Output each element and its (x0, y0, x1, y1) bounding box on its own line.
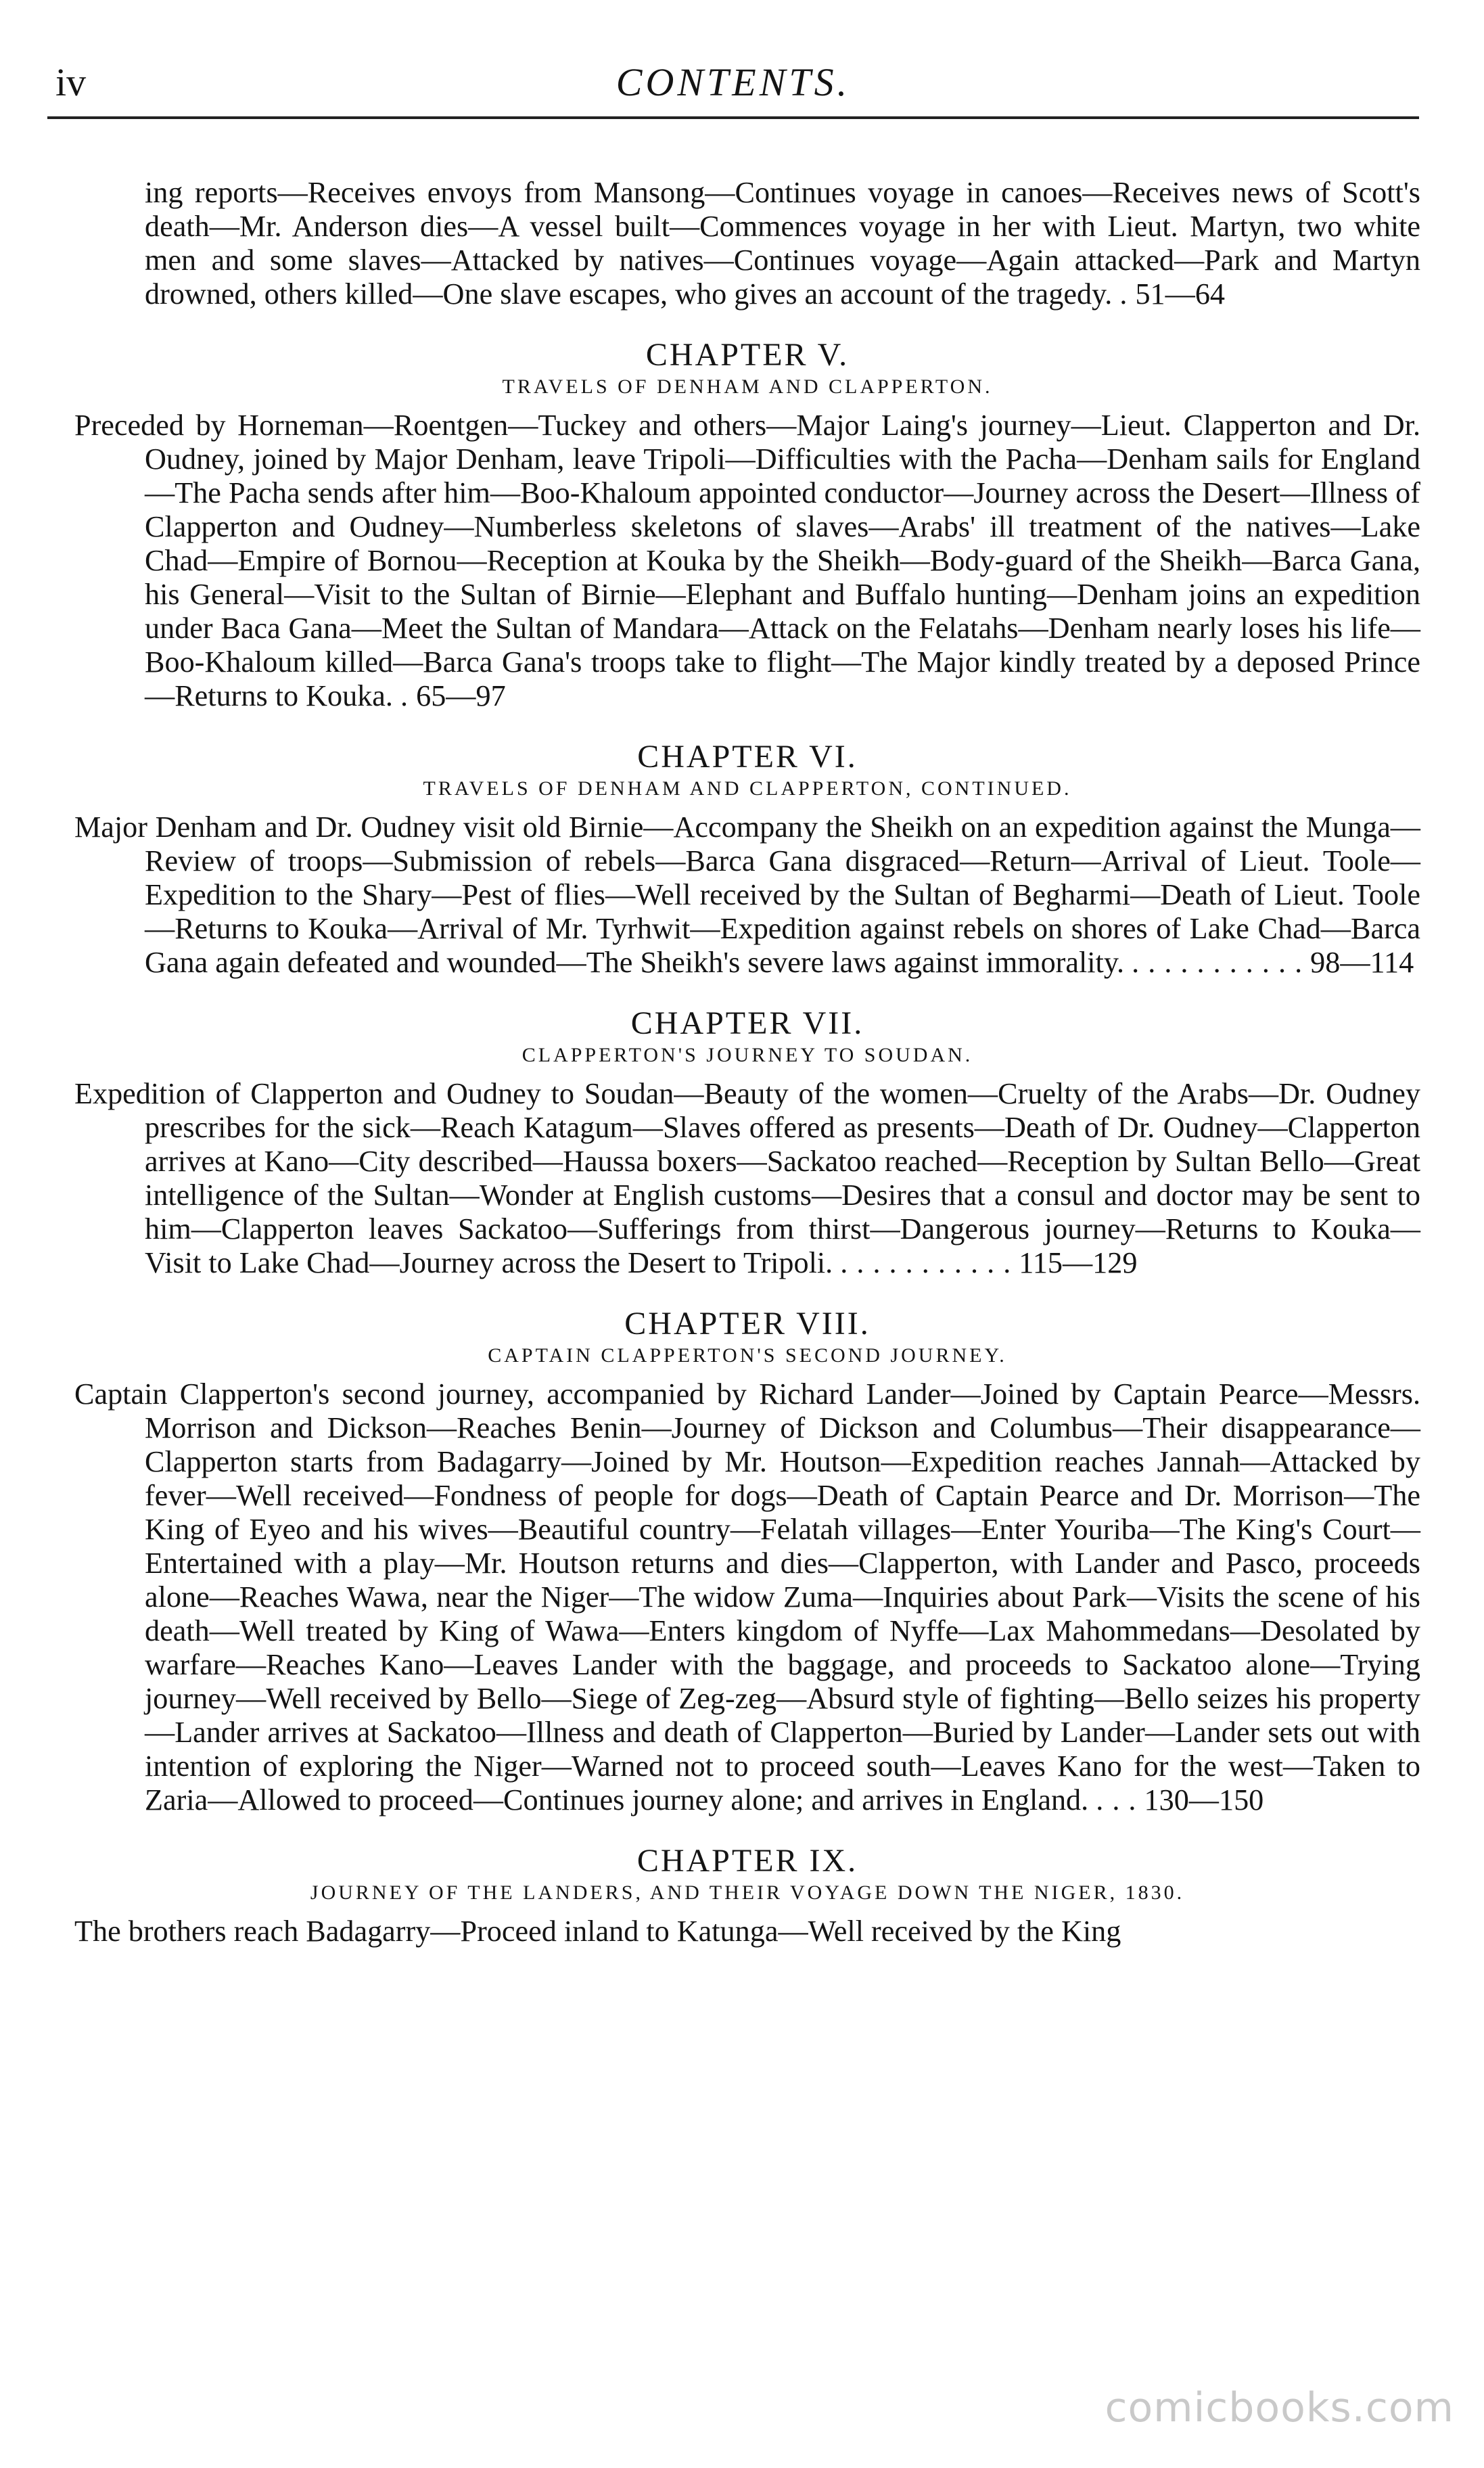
leader-dots: . . . . . . . . . . . (1132, 946, 1303, 979)
watermark: comicbooks.com (1105, 2384, 1454, 2431)
chapter-summary (74, 409, 1420, 713)
leader-dots: . (400, 679, 409, 712)
chapter-summary (74, 1915, 1420, 1948)
chapter-subtitle: CAPTAIN CLAPPERTON'S SECOND JOURNEY. (488, 1344, 1007, 1367)
chapter-heading: CHAPTER VII. (630, 1005, 864, 1041)
summary-text: Major Denham and Dr. Oudney visit old Birnie—Accompany the Sheikh on an expedition against the Munga—Review of troops—Submission of rebels—Barca Gana disgraced—Return—Arrival of Lieut. Toole—Expedition to the Shary—Pest of flies—Well received by the Sultan of Begharmi—Death of Lieut. Toole—Returns to Kouka—Arrival of Mr. Tyrhwit—Expedition against rebels on shores of Lake Chad—Barca Gana again defeated and wounded—The Sheikh's severe laws against immorality. (74, 810, 1420, 979)
leader-dots: . (1119, 277, 1128, 311)
running-header (47, 54, 1419, 119)
chapter-entry-viii (74, 1306, 1420, 1817)
leader-dots: . . . (1096, 1783, 1137, 1816)
chapter-heading: CHAPTER VI. (637, 739, 858, 775)
chapter-heading: CHAPTER V. (645, 337, 850, 373)
chapter-subtitle: CLAPPERTON'S JOURNEY TO SOUDAN. (521, 1044, 973, 1066)
chapter-summary (74, 1377, 1420, 1817)
chapter-subtitle: TRAVELS OF DENHAM AND CLAPPERTON, CONTINUED. (423, 777, 1072, 800)
summary-text: Captain Clapperton's second journey, accompanied by Richard Lander—Joined by Captain Pearce—Messrs. Morrison and Dickson—Reaches Benin—Journey of Dickson and Columbus—Their disappearance—Clapperton starts from Badagarry—Joined by Mr. Houtson—Expedition reaches Jannah—Attacked by fever—Well received—Fondness of people for dogs—Death of Captain Pearce and Dr. Morrison—The King of Eyeo and his wives—Beautiful country—Felatah villages—Enter Youriba—The King's Court—Entertained with a play—Mr. Houtson returns and dies—Clapperton, with Lander and Pasco, proceeds alone—Reaches Wawa, near the Niger—The widow Zuma—Inquiries about Park—Visits the scene of his death—Well treated by King of Wawa—Enters kingdom of Nyffe—Lax Mahommedans—Desolated by warfare—Reaches Kano—Leaves Lander with the baggage, and proceeds to Sackatoo alone—Trying journey—Well received by Bello—Siege of Zeg-zeg—Absurd style of fighting—Bello seizes his property—Lander arrives at Sackatoo—Illness and death of Clapperton—Buried by Lander—Lander sets out with intention of exploring the Niger—Warned not to proceed south—Leaves Kano for the west—Taken to Zaria—Allowed to proceed—Continues journey alone; and arrives in England. (74, 1377, 1420, 1816)
page-range: 130—150 (1144, 1783, 1264, 1816)
chapter-entry-ix (74, 1843, 1420, 1948)
page-number: iv (55, 60, 87, 104)
chapter-iv-summary-continuation (74, 176, 1420, 311)
chapter-heading: CHAPTER IX. (636, 1843, 858, 1879)
page-range: 98—114 (1310, 946, 1414, 979)
page-range: 51—64 (1135, 277, 1226, 311)
chapter-summary (74, 810, 1420, 980)
page-range: 65—97 (416, 679, 506, 712)
chapter-heading: CHAPTER VIII. (624, 1306, 871, 1342)
chapter-summary (74, 1077, 1420, 1280)
chapter-entry-vii (74, 1005, 1420, 1280)
page-range: 115—129 (1019, 1246, 1138, 1279)
leader-dots: . . . . . . . . . . . (840, 1246, 1012, 1279)
running-title: CONTENTS. (616, 60, 851, 104)
summary-text: The brothers reach Badagarry—Proceed inland to Katunga—Well received by the King (74, 1915, 1121, 1948)
summary-text: Expedition of Clapperton and Oudney to Soudan—Beauty of the women—Cruelty of the Arabs—Dr. Oudney prescribes for the sick—Reach Katagum—Slaves offered as presents—Death of Dr. Oudney—Clapperton arrives at Kano—City described—Haussa boxers—Sackatoo reached—Reception by Sultan Bello—Great intelligence of the Sultan—Wonder at English customs—Desires that a consul and doctor may be sent to him—Clapperton leaves Sackatoo—Sufferings from thirst—Dangerous journey—Returns to Kouka—Visit to Lake Chad—Journey across the Desert to Tripoli. (74, 1077, 1420, 1279)
summary-text: ing reports—Receives envoys from Mansong—Continues voyage in canoes—Receives news of Scott's death—Mr. Anderson dies—A vessel built—Commences voyage in her with Lieut. Martyn, two white men and some slaves—Attacked by natives—Continues voyage—Again attacked—Park and Martyn drowned, others killed—One slave escapes, who gives an account of the tragedy. (145, 176, 1420, 311)
contents-list (74, 176, 1420, 1948)
summary-text: Preceded by Horneman—Roentgen—Tuckey and others—Major Laing's journey—Lieut. Clapperton and Dr. Oudney, joined by Major Denham, leave Tripoli—Difficulties with the Pacha—Denham sails for England—The Pacha sends after him—Boo-Khaloum appointed conductor—Journey across the Desert—Illness of Clapperton and Oudney—Numberless skeletons of slaves—Arabs' ill treatment of the natives—Lake Chad—Empire of Bornou—Reception at Kouka by the Sheikh—Body-guard of the Sheikh—Barca Gana, his General—Visit to the Sultan of Birnie—Elephant and Buffalo hunting—Denham joins an expedition under Baca Gana—Meet the Sultan of Mandara—Attack on the Felatahs—Denham nearly loses his life—Boo-Khaloum killed—Barca Gana's troops take to flight—The Major kindly treated by a deposed Prince—Returns to Kouka. (74, 409, 1420, 712)
chapter-entry-v (74, 337, 1420, 713)
chapter-entry-vi (74, 739, 1420, 980)
chapter-subtitle: JOURNEY OF THE LANDERS, AND THEIR VOYAGE DOWN THE NIGER, 1830. (310, 1881, 1185, 1904)
chapter-subtitle: TRAVELS OF DENHAM AND CLAPPERTON. (502, 375, 993, 398)
